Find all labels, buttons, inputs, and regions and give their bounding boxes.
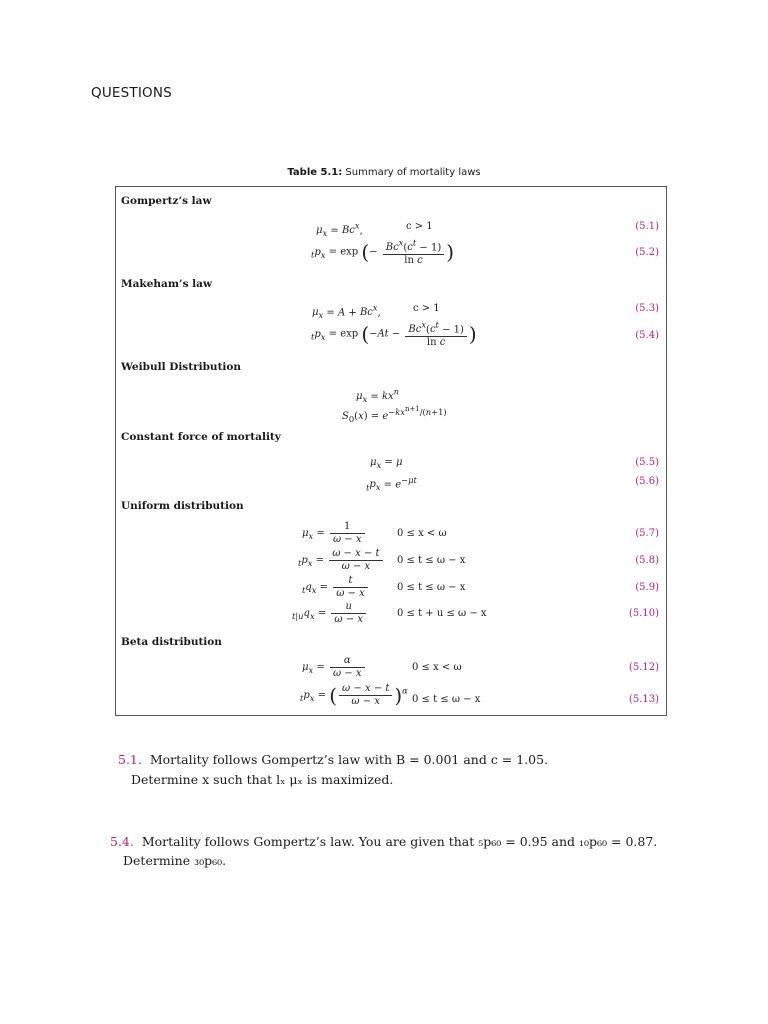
table-caption-label: Table 5.1: [287,167,343,178]
section-makeham: Makeham’s law [121,278,212,290]
condition-beta-survival: 0 ≤ t ≤ ω − x [412,694,481,705]
question-5-1-line1 [118,752,548,767]
eq-number-5-5: (5.5) [635,457,659,468]
condition-makeham: c > 1 [413,303,440,314]
eq-number-5-12: (5.12) [628,662,659,673]
question-5-4-line2: Determine ₃₀p₆₀. [123,853,227,868]
section-gompertz: Gompertz’s law [121,195,212,207]
formula-weibull-survival: $S_0(x) = e^{-kx^{n+1}/(n+1)}$ [342,405,447,425]
eq-number-5-6: (5.6) [635,476,659,487]
eq-number-5-3: (5.3) [635,303,659,314]
condition-uniform-force: 0 ≤ x < ω [397,528,447,539]
formula-gompertz-force: $\mu_x = Bc^x$, [316,221,363,239]
formula-constant-survival: $_tp_x = e^{-\mu t}$ [366,475,417,493]
condition-uniform-deferred: 0 ≤ t + u ≤ ω − x [397,608,487,619]
section-beta: Beta distribution [121,636,222,648]
formula-uniform-survival: $_tp_x$ = $\frac{\omega - x - t}{\omega - x}$ [298,548,385,573]
formula-makeham-survival: $_tp_x = \exp (-At$ − $\frac{Bc^x(c^t - 1)}{\text{ln c}}$ ) [311,320,477,349]
formula-weibull-force: $\mu_x = kx^n$ [356,387,400,405]
formula-uniform-death-prob: $_tq_x$ = $\frac{t}{\omega - x}$ [302,575,370,600]
question-5-1-line2: Determine x such that lₓ μₓ is maximized. [131,772,394,787]
formula-makeham-force: $\mu_x = A + Bc^x$, [312,303,381,321]
section-weibull: Weibull Distribution [121,361,242,373]
eq-number-5-1: (5.1) [635,221,659,232]
eq-number-5-9: (5.9) [635,582,659,593]
formula-gompertz-survival: $_tp_x = \exp$ (− $\frac{Bc^x(c^t - 1)}{\text{ln c}}$ ) [311,238,455,267]
eq-number-5-13: (5.13) [628,694,659,705]
formula-uniform-force: $\mu_x$ = $\frac{1}{\omega - x}$ [302,521,367,546]
question-5-1-number: 5.1. [118,752,142,767]
formula-uniform-deferred: $_{t|u}q_x$ = $\frac{u}{\omega - x}$ [292,601,368,626]
eq-number-5-2: (5.2) [635,247,659,258]
question-5-4-number: 5.4. [110,834,134,849]
question-5-4-line1 [110,834,657,849]
page-heading: QUESTIONS [91,85,172,101]
section-constant-force: Constant force of mortality [121,431,281,443]
eq-number-5-8: (5.8) [635,555,659,566]
condition-gompertz: c > 1 [406,221,433,232]
question-5-4-text: Mortality follows Gompertz’s law. You are given that ₅p₆₀ = 0.95 and ₁₀p₆₀ = 0.87. [141,834,658,849]
mortality-laws-table [115,186,667,716]
table-caption [0,167,768,178]
formula-beta-force: $\mu_x$ = $\frac{\alpha}{\omega - x}$ [302,655,367,680]
formula-constant-force: $\mu_x = \mu$ [370,457,403,470]
table-caption-text: Summary of mortality laws [342,167,481,178]
eq-number-5-10: (5.10) [628,608,659,619]
question-5-1-text: Mortality follows Gompertz’s law with B = 0.001 and c = 1.05. [149,752,549,767]
condition-beta-force: 0 ≤ x < ω [412,662,462,673]
formula-beta-survival: $_tp_x$ = ( $\frac{\omega - x - t}{\omega - x}$ )$^\alpha$ [300,683,408,708]
section-uniform: Uniform distribution [121,500,244,512]
eq-number-5-4: (5.4) [635,330,659,341]
condition-uniform-death-prob: 0 ≤ t ≤ ω − x [397,582,466,593]
eq-number-5-7: (5.7) [635,528,659,539]
condition-uniform-survival: 0 ≤ t ≤ ω − x [397,555,466,566]
